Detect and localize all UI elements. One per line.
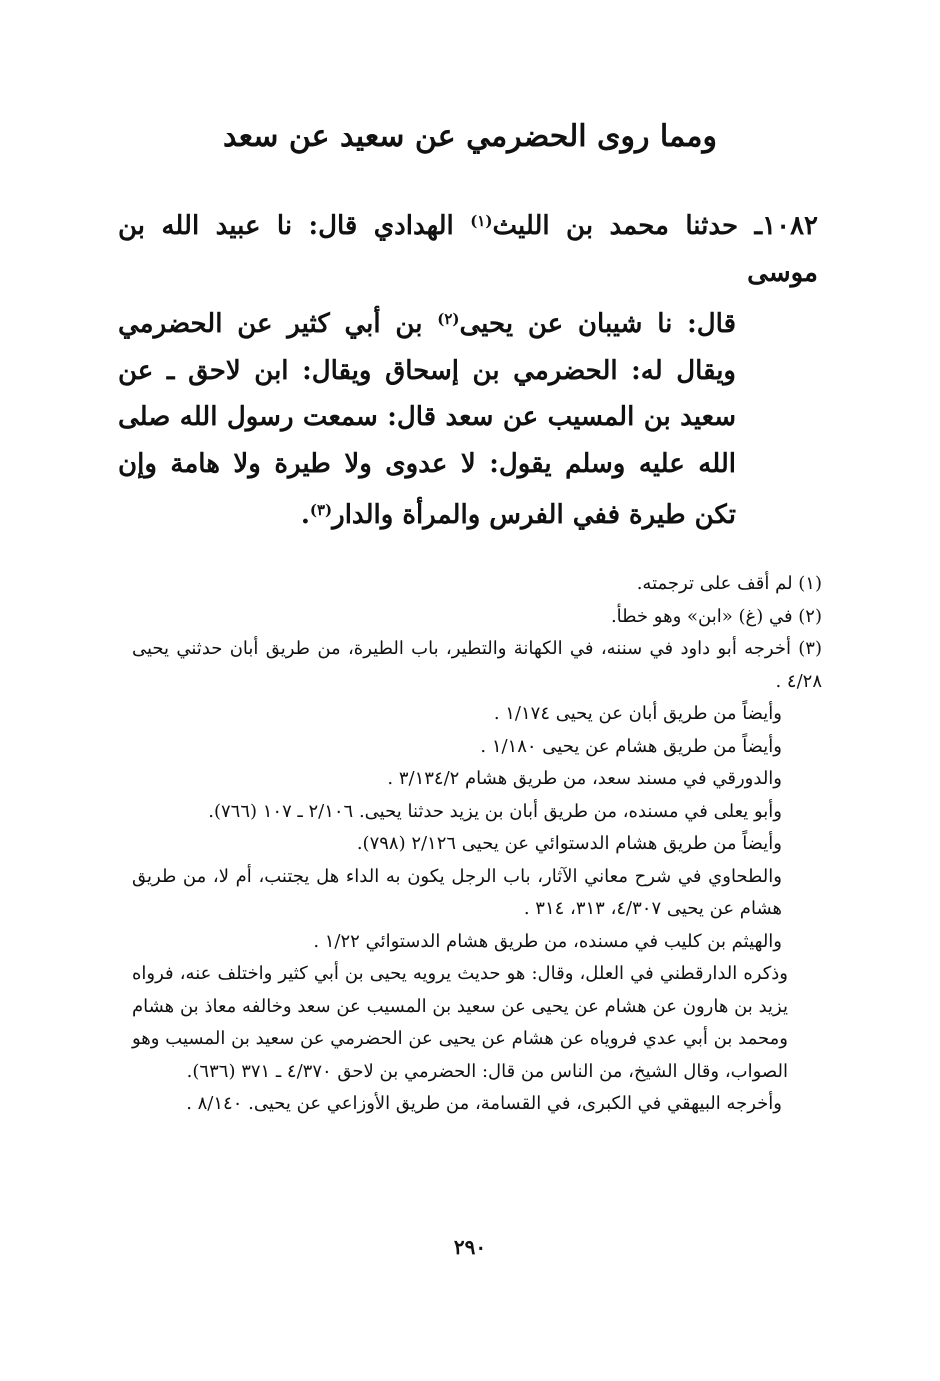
footnote-ref-3[interactable]: (٣) [309, 501, 333, 519]
footnotes-section [132, 568, 822, 1121]
hadith-text-part4: بن أبي كثير عن الحضرمي ويقال له: الحضرمي بن إسحاق ويقال: ابن لاحق ـ عن سعيد بن المسيب عن سعد قال: سمعت رسول الله صلى الله عليه وسلم يقول: لا عدوى ولا طيرة ولا هامة وإن تكن طيرة ففي الفرس والمرأة والدار [118, 309, 736, 530]
footnote-1: (١) لم أقف على ترجمته. [636, 573, 822, 594]
source-line: والطحاوي في شرح معاني الآثار، باب الرجل يكون به الداء هل يجتنب، أم لا، من طريق هشام عن يحيى ٤/٣٠٧، ٣١٣، ٣١٤ . [132, 865, 782, 919]
footnote-ref-1[interactable]: (١) [470, 212, 493, 230]
hadith-text-end: . [300, 500, 310, 530]
source-line: وأخرجه البيهقي في الكبرى، في القسامة، من طريق الأوزاعي عن يحيى. ٨/١٤٠ . [186, 1093, 782, 1114]
hadith-text-part2: الهدادي قال: نا عبيد الله بن موسى [118, 211, 818, 288]
chapter-heading: ومما روى الحضرمي عن سعيد عن سعد [223, 119, 717, 154]
hadith-continuation [118, 296, 818, 539]
hadith-text [118, 198, 818, 539]
hadith-text-part3: قال: نا شيبان عن يحيى [459, 309, 736, 339]
source-line: وأيضاً من طريق هشام الدستوائي عن يحيى ٢/١٢٦ (٧٩٨). [356, 833, 782, 854]
source-line: وذكره الدارقطني في العلل، وقال: هو حديث يرويه يحيى بن أبي كثير واختلف عنه، فرواه يزيد بن هارون عن هشام عن يحيى عن سعيد بن المسيب عن سعد وخالفه معاذ بن هشام ومحمد بن أبي عدي فروياه عن هشام عن يحيى عن الحضرمي عن سعيد بن المسيب وهو الصواب، وقال الشيخ، من الناس من قال: الحضرمي بن لاحق ٤/٣٧٠ ـ ٣٧١ (٦٣٦). [132, 963, 788, 1082]
hadith-number: ١٠٨٢ [762, 211, 819, 241]
footnote-3: (٣) أخرجه أبو داود في سننه، في الكهانة والتطير، باب الطيرة، من طريق أبان حدثني يحيى ٤/٢٨ . [132, 638, 822, 692]
source-line: وأبو يعلى في مسنده، من طريق أبان بن يزيد حدثنا يحيى. ٢/١٠٦ ـ ١٠٧ (٧٦٦). [208, 800, 782, 822]
hadith-first-line [118, 198, 818, 296]
footnote-ref-2[interactable]: (٢) [437, 310, 460, 328]
footnote-2: (٢) في (غ) «ابن» وهو خطأ. [610, 605, 822, 627]
hadith-text-part1: ـ حدثنا محمد بن الليث [492, 211, 763, 241]
source-line: وأيضاً من طريق هشام عن يحيى ١/١٨٠ . [480, 735, 782, 757]
source-line: والدورقي في مسند سعد، من طريق هشام ٣/١٣٤/٢ . [387, 768, 782, 789]
source-line: والهيثم بن كليب في مسنده، من طريق هشام الدستوائي ١/٢٢ . [313, 930, 782, 952]
page-number: ٢٩٠ [453, 1235, 487, 1259]
source-line: وأيضاً من طريق أبان عن يحيى ١/١٧٤ . [493, 703, 782, 724]
